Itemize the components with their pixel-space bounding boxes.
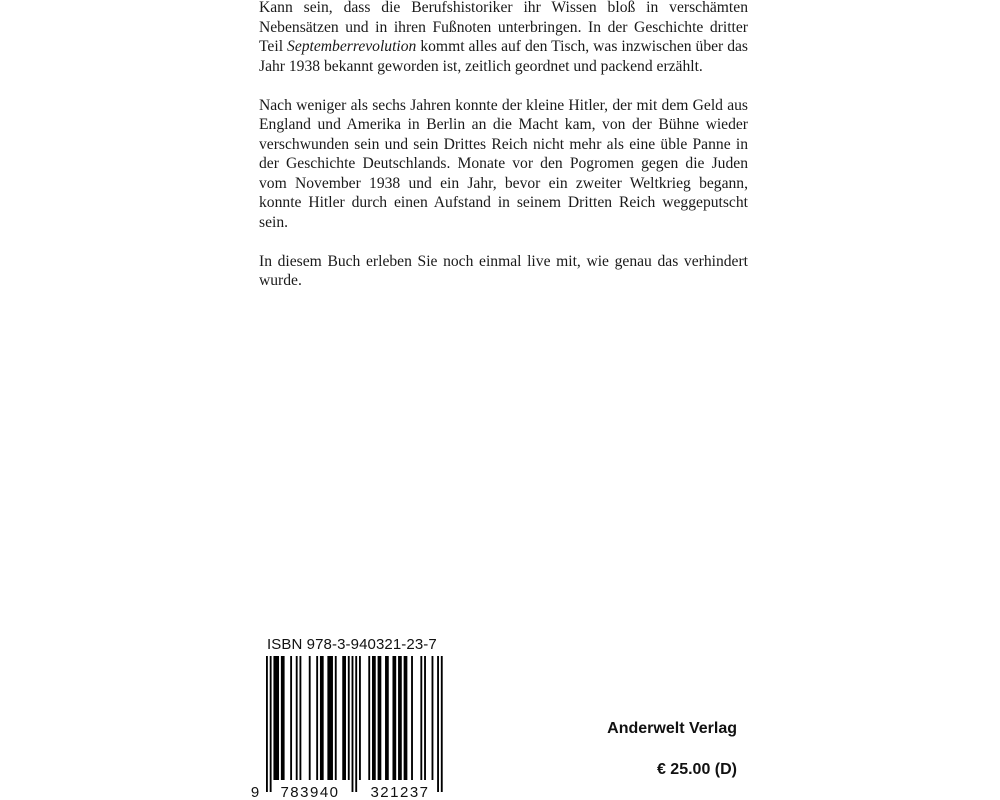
barcode-bar-7 bbox=[309, 656, 311, 780]
isbn-label: ISBN 978-3-940321-23-7 bbox=[267, 636, 437, 653]
barcode-bar-19 bbox=[378, 656, 382, 780]
barcode-bar-0 bbox=[266, 656, 268, 792]
barcode-bars bbox=[266, 656, 443, 792]
barcode-digits-left: 783940 bbox=[280, 784, 340, 800]
barcode-bar-26 bbox=[424, 656, 426, 780]
barcode-bar-5 bbox=[296, 656, 298, 780]
blurb-paragraph-2: Nach weniger als sechs Jahren konnte der kleine Hitler, der mit dem Geld aus England und Amerika in Berlin an die Macht kam, von der Bühne wieder verschwunden sein und sein Drittes Reich nicht mehr als eine üble Panne in der Geschichte Deutschlands. Monate vor den Pogromen gegen die Juden vom November 1938 und ein Jahr, bevor ein zweiter Weltkrieg begann, konnte Hitler durch einen Aufstand in seinem Dritten Reich weggeputscht sein. bbox=[259, 96, 748, 231]
barcode-bar-17 bbox=[368, 656, 370, 780]
publisher-name: Anderwelt Verlag bbox=[607, 720, 737, 737]
barcode-bar-4 bbox=[290, 656, 292, 780]
barcode-bar-10 bbox=[327, 656, 333, 780]
barcode-bar-2 bbox=[273, 656, 279, 780]
barcode-bar-22 bbox=[398, 656, 402, 780]
barcode-bar-9 bbox=[320, 656, 324, 780]
barcode-digits-right: 321237 bbox=[370, 784, 430, 800]
barcode-bar-3 bbox=[281, 656, 285, 780]
barcode-bar-28 bbox=[437, 656, 439, 792]
barcode-bar-11 bbox=[335, 656, 337, 780]
barcode-bar-20 bbox=[385, 656, 389, 780]
blurb-paragraph-3: In diesem Buch erleben Sie noch einmal live mit, wie genau das verhindert wurde. bbox=[259, 252, 748, 289]
barcode-bar-23 bbox=[404, 656, 408, 780]
barcode-bar-24 bbox=[411, 656, 413, 780]
barcode-bar-27 bbox=[432, 656, 434, 780]
blurb-paragraph-1-text-a: Kann sein, dass die Berufshistoriker ihr Wissen bloß in verschämten Nebensätzen und in ihren Fußnoten unterbringen. In der Geschichte dritter Teil bbox=[259, 0, 748, 55]
barcode-bar-13 bbox=[348, 656, 350, 780]
price-label: € 25.00 (D) bbox=[656, 761, 737, 778]
barcode-bar-15 bbox=[355, 656, 357, 792]
barcode-bar-14 bbox=[352, 656, 354, 792]
blurb-text bbox=[259, 0, 748, 310]
blurb-paragraph-1-text-b: kommt alles auf den Tisch, was inzwischen über das Jahr 1938 bekannt geworden ist, zeitlich geordnet und packend erzählt. bbox=[259, 38, 748, 75]
barcode-bar-18 bbox=[372, 656, 376, 780]
barcode-bar-6 bbox=[299, 656, 301, 780]
barcode-bar-21 bbox=[392, 656, 396, 780]
barcode-bar-12 bbox=[342, 656, 346, 780]
barcode-digit-first: 9 bbox=[250, 784, 260, 800]
barcode-bar-8 bbox=[316, 656, 318, 780]
book-title-italic: Septemberrevolution bbox=[287, 38, 417, 55]
barcode-bar-16 bbox=[359, 656, 361, 780]
blurb-paragraph-1 bbox=[259, 0, 748, 76]
barcode-bar-1 bbox=[270, 656, 272, 792]
isbn-barcode bbox=[252, 656, 452, 800]
barcode-bar-25 bbox=[420, 656, 422, 780]
barcode-bar-29 bbox=[441, 656, 443, 792]
